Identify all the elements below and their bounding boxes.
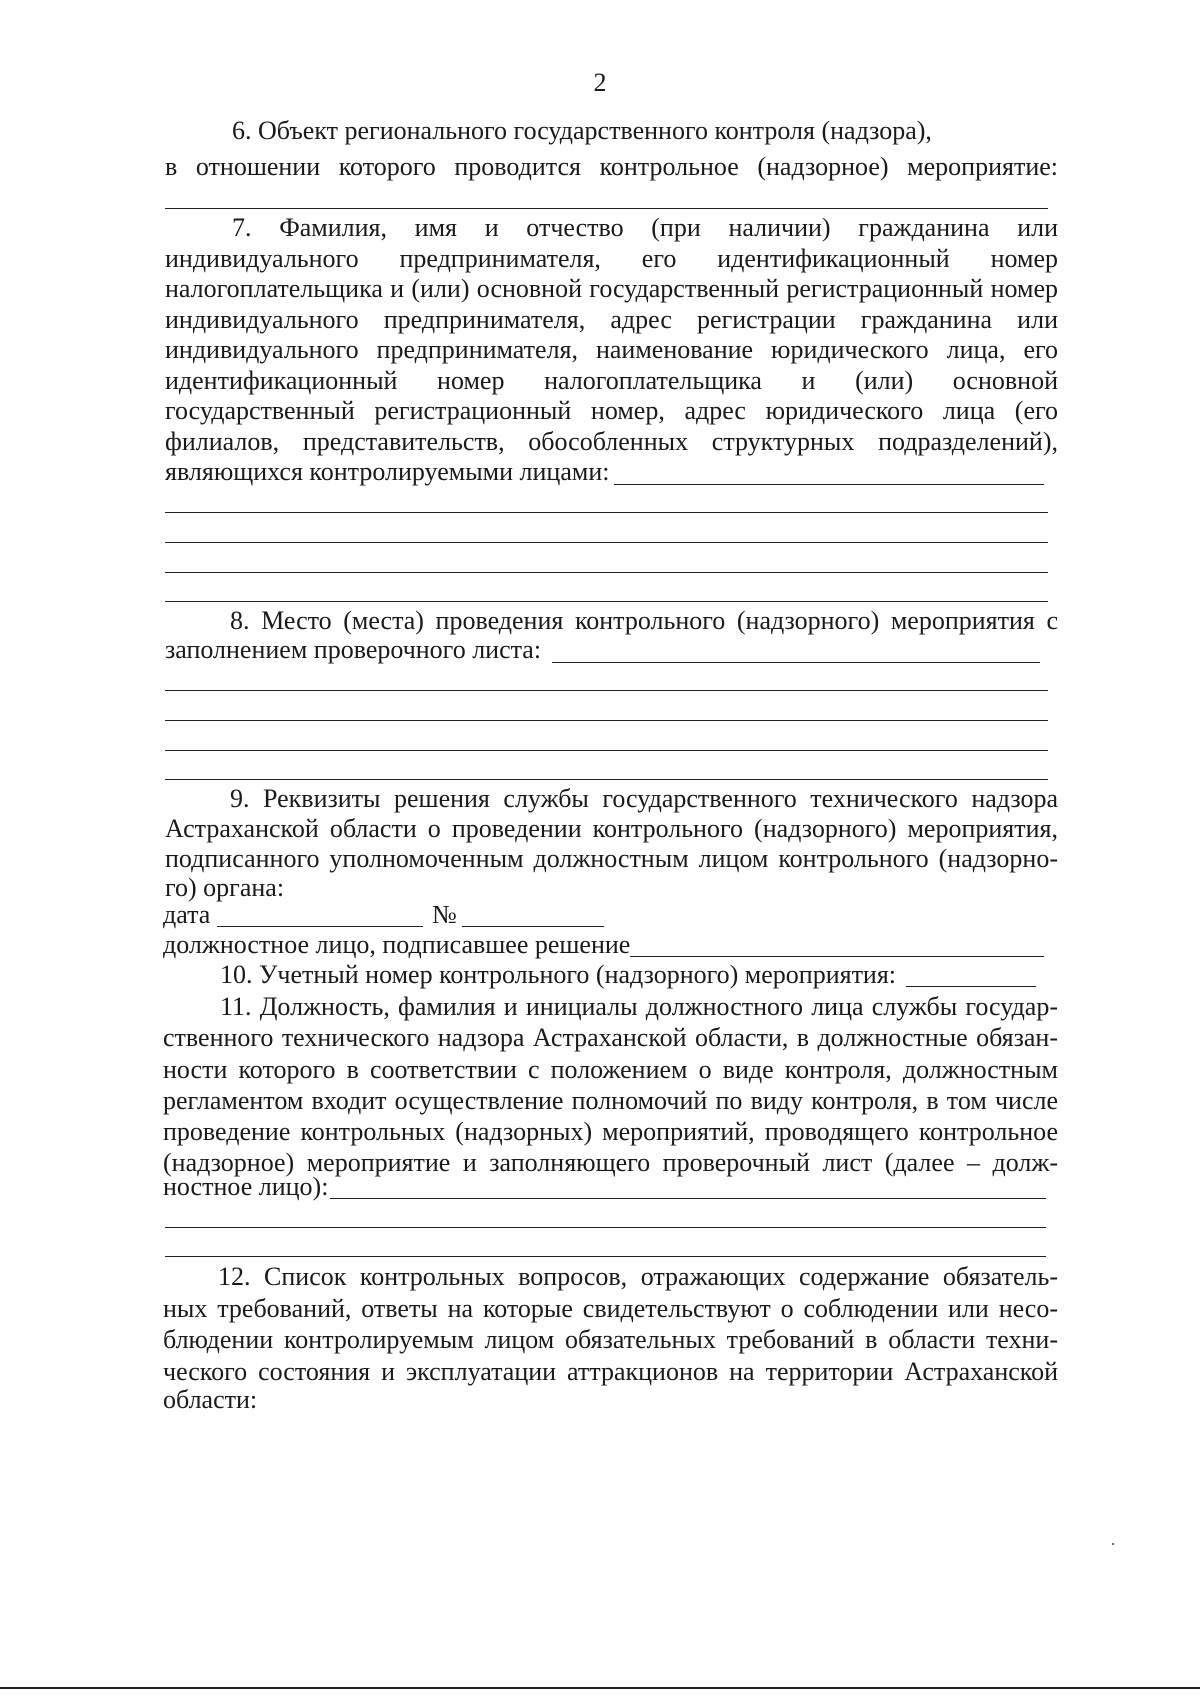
section-7-line-5: индивидуального предпринимателя, наименование юридического лица, его — [165, 335, 1058, 364]
section-7-line-9: являющихся контролируемыми лицами: — [165, 457, 610, 486]
section-6-line-2: в отношении которого проводится контрольное (надзорное) мероприятие: — [165, 152, 1058, 181]
section-8-fill-line-1[interactable] — [552, 662, 1040, 663]
scan-speck — [1112, 1543, 1114, 1545]
section-7-line-4: индивидуального предпринимателя, адрес регистрации гражданина или — [165, 305, 1058, 334]
section-11-fill-line-1[interactable] — [330, 1198, 1046, 1199]
section-11-line-3: ности которого в соответствии с положением о виде контроля, должностным — [163, 1055, 1058, 1084]
decision-number-field[interactable] — [462, 926, 604, 927]
section-12-line-2: ных требований, ответы на которые свидетельствуют о соблюдении или несо- — [163, 1294, 1058, 1323]
section-7-line-2: индивидуального предпринимателя, его идентификационный номер — [165, 244, 1058, 273]
section-7-line-6: идентификационный номер налогоплательщика и (или) основной — [165, 366, 1058, 395]
section-8-line-2: заполнением проверочного листа: — [165, 635, 542, 664]
section-8-fill-line-4[interactable] — [165, 750, 1048, 751]
section-11-line-6: (надзорное) мероприятие и заполняющего проверочный лист (далее – долж- — [163, 1148, 1058, 1177]
section-9-line-2: Астраханской области о проведении контрольного (надзорного) мероприятия, — [165, 814, 1058, 843]
section-8-fill-line-3[interactable] — [165, 720, 1048, 721]
section-11-line-1: 11. Должность, фамилия и инициалы должностного лица службы государ- — [220, 992, 1058, 1021]
section-7-fill-line-1[interactable] — [614, 484, 1044, 485]
decision-date-label: дата — [163, 900, 211, 929]
registration-number-field[interactable] — [906, 986, 1036, 987]
section-9-line-1: 9. Реквизиты решения службы государственного технического надзора — [230, 784, 1058, 813]
decision-official-field[interactable] — [630, 956, 1044, 957]
section-6-fill-line[interactable] — [165, 208, 1048, 209]
decision-date-field[interactable] — [217, 926, 423, 927]
section-8-line-1: 8. Место (места) проведения контрольного (надзорного) мероприятия с — [230, 606, 1058, 635]
section-7-fill-line-4[interactable] — [165, 572, 1048, 573]
section-11-line-5: проведение контрольных (надзорных) мероприятий, проводящего контрольное — [163, 1117, 1058, 1146]
section-7-fill-line-2[interactable] — [165, 512, 1048, 513]
section-11-line-7: ностное лицо): — [163, 1172, 329, 1201]
section-9-line-3: подписанного уполномоченным должностным лицом контрольного (надзорно- — [165, 844, 1058, 873]
section-7-fill-line-5[interactable] — [165, 601, 1048, 602]
section-8-fill-line-5[interactable] — [165, 779, 1048, 780]
section-11-line-4: регламентом входит осуществление полномочий по виду контроля, в том числе — [163, 1086, 1058, 1115]
decision-number-label: № — [432, 900, 457, 929]
section-7-line-8: филиалов, представительств, обособленных структурных подразделений), — [165, 427, 1058, 456]
section-7-fill-line-3[interactable] — [165, 542, 1048, 543]
section-11-fill-line-3[interactable] — [165, 1256, 1046, 1257]
section-7-line-3: налогоплательщика и (или) основной государственный регистрационный номер — [165, 274, 1058, 303]
page-number: 2 — [593, 68, 607, 97]
section-11-line-2: ственного технического надзора Астраханской области, в должностные обязан- — [163, 1023, 1058, 1052]
section-7-line-1: 7. Фамилия, имя и отчество (при наличии) гражданина или — [232, 213, 1058, 242]
section-12-line-4: ческого состояния и эксплуатации аттракционов на территории Астраханской — [163, 1357, 1058, 1386]
section-12-line-1: 12. Список контрольных вопросов, отражающих содержание обязатель- — [218, 1262, 1058, 1291]
section-6-line-1: 6. Объект регионального государственного контроля (надзора), — [232, 116, 932, 145]
section-11-fill-line-2[interactable] — [165, 1227, 1046, 1228]
section-12-line-5: области: — [163, 1385, 258, 1414]
bottom-rule — [0, 1687, 1200, 1689]
section-12-line-3: блюдении контролируемым лицом обязательных требований в области техни- — [163, 1325, 1058, 1354]
section-10-line: 10. Учетный номер контрольного (надзорного) мероприятия: — [220, 960, 897, 989]
decision-official-label: должностное лицо, подписавшее решение — [163, 930, 631, 959]
section-7-line-7: государственный регистрационный номер, адрес юридического лица (его — [165, 396, 1058, 425]
section-8-fill-line-2[interactable] — [165, 690, 1048, 691]
section-9-line-4: го) органа: — [165, 873, 285, 902]
